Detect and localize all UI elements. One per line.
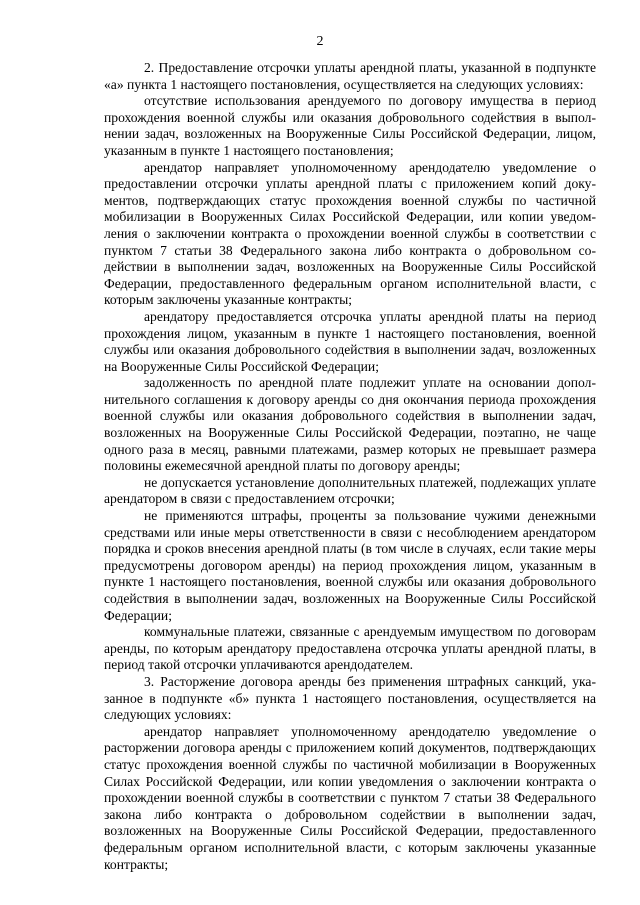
paragraph-condition-utilities: коммунальные платежи, связанные с арендуемым имуществом по договорам аренды, по которым арендатору предоставлена отсрочка уплаты арендной платы, в период такой отсрочки уплачиваются арендодателем. — [104, 624, 596, 673]
paragraph-condition-no-extra-payments: не допускается установление дополнительных платежей, подлежащих уплате арендатором в связи с предоставлением отсрочки; — [104, 474, 596, 507]
paragraph-3-intro: 3. Расторжение договора аренды без применения штрафных санкций, указанное в подпункте «б» пункта 1 настоящего постановления, осуществляется на следующих условиях: — [104, 673, 596, 723]
paragraph-condition-notice: арендатор направляет уполномоченному арендодателю уведомление о предоставлении отсрочки уплаты арендной платы с приложением копий документов, подтверждающих статус прохождения военной службы по частичной мобилизации в Вооруженных Силах Российской Федерации, или копии уведомления о заключении контракта о прохождении военной службы в соответствии с пунктом 7 статьи 38 Федерального закона либо контракта о добровольном содействии в выполнении задач, возложенных на Вооруженные Силы Российской Федерации, предоставленного федеральным органом исполнительной власти, с которым заключены указанные контракты; — [104, 159, 596, 308]
paragraph-termination-notice: арендатор направляет уполномоченному арендодателю уведомление о расторжении договора аренды с приложением копий документов, подтверждающих статус прохождения военной службы по частичной мобилизации в Вооруженных Силах Российской Федерации, или копии уведомления о заключении контракта о прохождении военной службы в соответствии с пунктом 7 статьи 38 Федерального закона либо контракта о добровольном содействии в выполнении задач, возложенных на Вооруженные Силы Российской Федерации, предоставленного федеральным органом исполнительной власти, с которым заключены указанные контракты; — [104, 723, 596, 872]
paragraph-condition-deferral-period: арендатору предоставляется отсрочка уплаты арендной платы на период прохождения лицом, указанным в пункте 1 настоящего постановления, военной службы или оказания добровольного содействия в выполнении задач, возложенных на Вооруженные Силы Российской Федерации; — [104, 308, 596, 374]
paragraph-2-intro: 2. Предоставление отсрочки уплаты арендной платы, указанной в подпункте «а» пункта 1 настоящего постановления, осуществляется на следующих условиях: — [104, 60, 596, 92]
page-number: 2 — [316, 34, 324, 49]
paragraph-condition-no-use: отсутствие использования арендуемого по договору имущества в период прохождения военной службы или оказания добровольного содействия в выполнении задач, возложенных на Вооруженные Силы Российской Федерации, лицом, указанным в пункте 1 настоящего постановления; — [104, 93, 596, 158]
paragraph-condition-debt-repayment: задолженность по арендной плате подлежит уплате на основании дополнительного соглашения к договору аренды со дня окончания периода прохождения военной службы или оказания добровольного содействия в выполнении задач, возложенных на Вооруженные Силы Российской Федерации, поэтапно, не чаще одного раза в месяц, равными платежами, размер которых не превышает размера половины ежемесячной арендной платы по договору аренды; — [104, 375, 596, 474]
paragraph-condition-no-penalties: не применяются штрафы, проценты за пользование чужими денежными средствами или иные меры ответственности в связи с несоблюдением арендатором порядка и сроков внесения арендной платы (в том числе в случаях, если такие меры предусмотрены договором аренды) на период прохождения лицом, указанным в пункте 1 настоящего постановления, военной службы или оказания добровольного содействия в выполнении задач, возложенных на Вооруженные Силы Российской Федерации; — [104, 508, 596, 623]
document-body — [104, 60, 596, 873]
